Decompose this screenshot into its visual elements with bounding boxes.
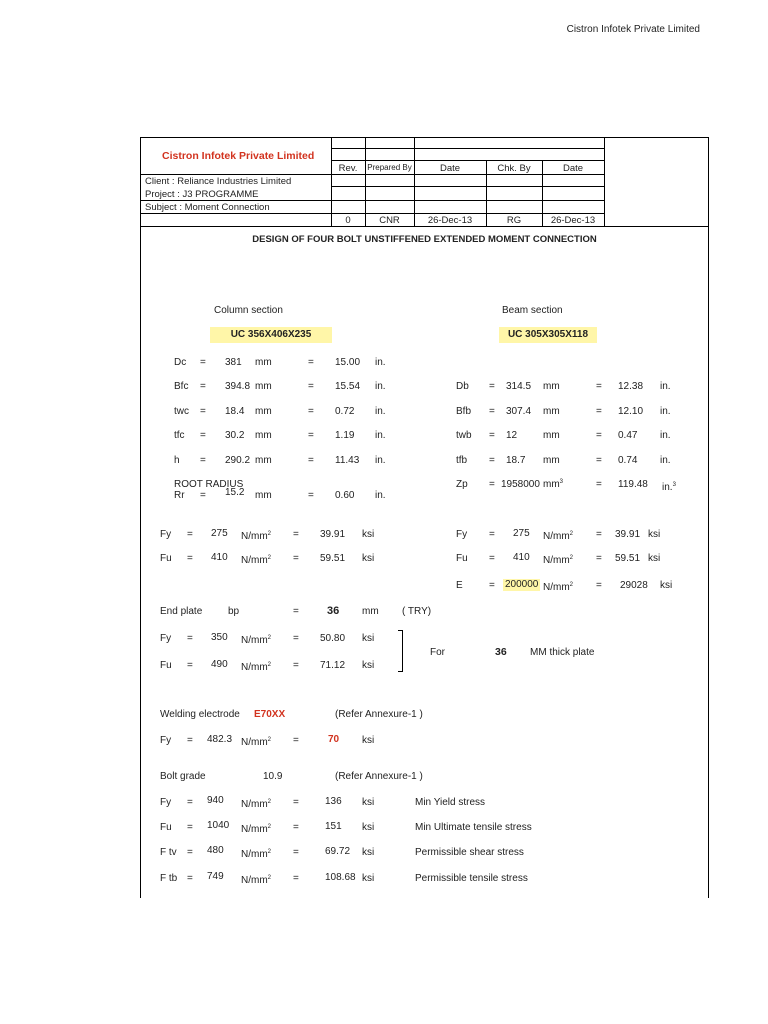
bolt-fu-unit: $N/mm^2$ xyxy=(241,824,272,835)
column-prop-dc-unit: mm xyxy=(255,357,272,368)
beam-prop-twb-symbol: twb xyxy=(456,430,472,441)
bolt-grade-label: Bolt grade xyxy=(160,771,206,782)
beam-prop-tfb-symbol: tfb xyxy=(456,455,468,466)
end-plate-symbol: bp xyxy=(228,606,240,617)
beam-prop-bfb-symbol: Bfb xyxy=(456,406,472,417)
bolt-f-tv-converted: 69.72 xyxy=(325,846,351,857)
column-mat-fy-symbol: Fy xyxy=(160,529,172,540)
column-prop-dc-eq2: = xyxy=(308,357,314,368)
bolt-fy-symbol: Fy xyxy=(160,797,172,808)
column-mat-fy-converted: 39.91 xyxy=(320,529,346,540)
column-mat-fu-symbol: Fu xyxy=(160,553,172,564)
bolt-f-tb-eq: = xyxy=(187,873,193,884)
beam-prop-zp-symbol: Zp xyxy=(456,479,468,490)
column-prop-dc-unit2: in. xyxy=(375,357,386,368)
column-mat-fu-unit: $N/mm^2$ xyxy=(241,555,272,566)
weld-fy-value: 482.3 xyxy=(207,734,233,745)
bolt-fu-eq2: = xyxy=(293,822,299,833)
column-mat-fu-unit2: ksi xyxy=(362,553,375,564)
column-prop-rr-eq: = xyxy=(200,490,206,501)
beam-mat-fy-unit2: ksi xyxy=(648,529,661,540)
column-prop-twc-unit: mm xyxy=(255,406,272,417)
col-prepared-by: Prepared By xyxy=(367,163,412,172)
welding-ref: (Refer Annexure-1 ) xyxy=(335,709,423,720)
column-prop-bfc-eq2: = xyxy=(308,381,314,392)
end-plate-fy-value: 350 xyxy=(211,632,228,643)
end-plate-fy-unit2: ksi xyxy=(362,633,375,644)
beam-prop-zp-converted: 119.48 xyxy=(618,479,648,490)
beam-prop-tfb-eq: = xyxy=(489,455,495,466)
beam-prop-db-symbol: Db xyxy=(456,381,469,392)
end-plate-fu-unit2: ksi xyxy=(362,660,375,671)
bolt-fy-unit: $N/mm^2$ xyxy=(241,799,272,810)
beam-section-label: Beam section xyxy=(502,305,563,316)
end-plate-for: For xyxy=(430,647,445,658)
column-prop-tfc-eq: = xyxy=(200,430,206,441)
beam-mat-fy-unit: $N/mm^2$ xyxy=(543,531,574,542)
header-block xyxy=(141,138,708,227)
column-section-label: Column section xyxy=(214,305,283,316)
end-plate-thickness: 36 xyxy=(327,605,340,617)
beam-mat-fu-unit2: ksi xyxy=(648,553,661,564)
beam-prop-db-unit: mm xyxy=(543,381,560,392)
beam-prop-zp-eq: = xyxy=(489,479,495,490)
beam-prop-db-eq2: = xyxy=(596,381,602,392)
beam-prop-zp-value: 1958000 xyxy=(501,479,540,490)
end-plate-fu-converted: 71.12 xyxy=(320,660,346,671)
column-prop-twc-unit2: in. xyxy=(375,406,386,417)
bolt-f-tb-converted: 108.68 xyxy=(325,872,356,883)
end-plate-fy-unit: $N/mm^2$ xyxy=(241,635,272,646)
weld-fy-converted: 70 xyxy=(328,734,340,745)
beam-mat-e-unit: $N/mm^2$ xyxy=(543,582,574,593)
client-line: Client : Reliance Industries Limited xyxy=(145,176,292,187)
beam-prop-zp-unit2: in.$^3$ xyxy=(662,482,676,493)
beam-prop-db-value: 314.5 xyxy=(506,381,532,392)
end-plate-label: End plate xyxy=(160,606,203,617)
weld-fy-symbol: Fy xyxy=(160,735,172,746)
welding-label: Welding electrode xyxy=(160,709,240,720)
column-prop-rr-value: 15.2 xyxy=(225,487,245,498)
beam-mat-fu-value: 410 xyxy=(513,552,530,563)
beam-prop-db-converted: 12.38 xyxy=(618,381,644,392)
col-chk-by: Chk. By xyxy=(497,163,531,174)
column-mat-fy-value: 275 xyxy=(211,528,228,539)
bolt-fy-converted: 136 xyxy=(325,796,342,807)
end-plate-try: ( TRY) xyxy=(402,606,432,617)
end-plate-fy-converted: 50.80 xyxy=(320,633,346,644)
column-prop-rr-eq2: = xyxy=(308,490,314,501)
column-prop-bfc-converted: 15.54 xyxy=(335,381,361,392)
beam-prop-tfb-unit: mm xyxy=(543,455,560,466)
weld-fy-eq2: = xyxy=(293,735,299,746)
column-prop-dc-eq: = xyxy=(200,357,206,368)
column-prop-bfc-value: 394.8 xyxy=(225,381,251,392)
end-plate-fy-eq: = xyxy=(187,633,193,644)
beam-prop-twb-value: 12 xyxy=(506,430,518,441)
beam-mat-fu-converted: 59.51 xyxy=(615,553,641,564)
beam-prop-db-eq: = xyxy=(489,381,495,392)
column-mat-fy-unit2: ksi xyxy=(362,529,375,540)
beam-mat-e-unit2: ksi xyxy=(660,580,673,591)
column-prop-h-unit: mm xyxy=(255,455,272,466)
beam-mat-fu-symbol: Fu xyxy=(456,553,468,564)
bolt-f-tb-unit2: ksi xyxy=(362,873,375,884)
column-prop-twc-value: 18.4 xyxy=(225,406,245,417)
column-mat-fy-eq: = xyxy=(187,529,193,540)
beam-prop-tfb-eq2: = xyxy=(596,455,602,466)
column-prop-dc-value: 381 xyxy=(225,357,242,368)
beam-prop-tfb-converted: 0.74 xyxy=(618,455,638,466)
bolt-f-tv-value: 480 xyxy=(207,845,224,856)
column-prop-tfc-unit2: in. xyxy=(375,430,386,441)
end-plate-fu-unit: $N/mm^2$ xyxy=(241,662,272,673)
column-prop-h-symbol: h xyxy=(174,455,180,466)
column-prop-bfc-eq: = xyxy=(200,381,206,392)
rev-value: 0 xyxy=(345,215,351,226)
column-prop-tfc-unit: mm xyxy=(255,430,272,441)
bolt-f-tv-eq: = xyxy=(187,847,193,858)
end-plate-for-label: MM thick plate xyxy=(530,647,595,658)
end-plate-eq: = xyxy=(293,606,299,617)
column-prop-rr-unit2: in. xyxy=(375,490,386,501)
beam-mat-fy-converted: 39.91 xyxy=(615,529,641,540)
col-date2: Date xyxy=(562,163,584,174)
date-value: 26-Dec-13 xyxy=(427,215,473,226)
column-prop-dc-converted: 15.00 xyxy=(335,357,361,368)
end-plate-fy-symbol: Fy xyxy=(160,633,172,644)
bolt-fy-eq: = xyxy=(187,797,193,808)
chk-by-value: RG xyxy=(506,215,522,226)
page-header: Cistron Infotek Private Limited xyxy=(566,24,700,35)
bolt-fu-unit2: ksi xyxy=(362,822,375,833)
column-prop-tfc-eq2: = xyxy=(308,430,314,441)
weld-fy-unit2: ksi xyxy=(362,735,375,746)
column-mat-fy-unit: $N/mm^2$ xyxy=(241,531,272,542)
bolt-grade: 10.9 xyxy=(263,771,283,782)
column-prop-rr-converted: 0.60 xyxy=(335,490,355,501)
bolt-fu-converted: 151 xyxy=(325,821,342,832)
beam-mat-fu-eq: = xyxy=(489,553,495,564)
col-rev: Rev. xyxy=(338,163,358,174)
bolt-fy-eq2: = xyxy=(293,797,299,808)
column-prop-tfc-symbol: tfc xyxy=(174,430,185,441)
end-plate-unit: mm xyxy=(362,606,379,617)
bolt-f-tv-description: Permissible shear stress xyxy=(415,847,524,858)
beam-mat-fy-symbol: Fy xyxy=(456,529,468,540)
beam-prop-db-unit2: in. xyxy=(660,381,671,392)
end-plate-fy-eq2: = xyxy=(293,633,299,644)
beam-prop-zp-unit: $mm^3$ xyxy=(543,479,564,490)
bolt-fu-symbol: Fu xyxy=(160,822,172,833)
prepared-by-value: CNR xyxy=(379,215,400,226)
bolt-fy-value: 940 xyxy=(207,795,224,806)
beam-prop-bfb-value: 307.4 xyxy=(506,406,532,417)
beam-section-designation: UC 305X305X118 xyxy=(499,327,597,343)
column-section-designation: UC 356X406X235 xyxy=(210,327,332,343)
beam-prop-zp-eq2: = xyxy=(596,479,602,490)
bolt-f-tb-eq2: = xyxy=(293,873,299,884)
bolt-fu-value: 1040 xyxy=(207,820,230,831)
column-mat-fu-value: 410 xyxy=(211,552,228,563)
column-prop-tfc-value: 30.2 xyxy=(225,430,245,441)
column-prop-bfc-unit: mm xyxy=(255,381,272,392)
bolt-f-tb-description: Permissible tensile stress xyxy=(415,873,528,884)
welding-grade: E70XX xyxy=(254,709,286,720)
bolt-fu-description: Min Ultimate tensile stress xyxy=(415,822,532,833)
bolt-f-tb-value: 749 xyxy=(207,871,224,882)
column-prop-h-unit2: in. xyxy=(375,455,386,466)
date2-value: 26-Dec-13 xyxy=(550,215,596,226)
beam-mat-fu-unit: $N/mm^2$ xyxy=(543,555,574,566)
column-mat-fu-converted: 59.51 xyxy=(320,553,346,564)
beam-mat-e-eq: = xyxy=(489,580,495,591)
beam-prop-twb-converted: 0.47 xyxy=(618,430,638,441)
beam-mat-e-value: 200000 xyxy=(505,579,539,590)
beam-prop-bfb-converted: 12.10 xyxy=(618,406,644,417)
weld-fy-eq: = xyxy=(187,735,193,746)
beam-prop-bfb-unit2: in. xyxy=(660,406,671,417)
bolt-fu-eq: = xyxy=(187,822,193,833)
column-prop-twc-converted: 0.72 xyxy=(335,406,355,417)
bolt-f-tv-symbol: F tv xyxy=(160,847,177,858)
beam-prop-twb-eq: = xyxy=(489,430,495,441)
column-prop-h-eq2: = xyxy=(308,455,314,466)
column-prop-twc-eq: = xyxy=(200,406,206,417)
bolt-fy-unit2: ksi xyxy=(362,797,375,808)
end-plate-for-thk: 36 xyxy=(495,646,507,658)
beam-mat-e-eq2: = xyxy=(596,580,602,591)
bolt-f-tv-unit2: ksi xyxy=(362,847,375,858)
beam-mat-fu-eq2: = xyxy=(596,553,602,564)
column-prop-rr-unit: mm xyxy=(255,490,272,501)
beam-prop-twb-unit: mm xyxy=(543,430,560,441)
column-prop-bfc-unit2: in. xyxy=(375,381,386,392)
column-prop-twc-symbol: twc xyxy=(174,406,189,417)
end-plate-bracket xyxy=(398,630,403,672)
end-plate-fu-symbol: Fu xyxy=(160,660,172,671)
root-radius-label: ROOT RADIUS xyxy=(174,479,244,490)
col-date: Date xyxy=(439,163,461,174)
bolt-f-tb-unit: $N/mm^2$ xyxy=(241,875,272,886)
project-line: Project : J3 PROGRAMME xyxy=(145,189,259,200)
beam-prop-tfb-unit2: in. xyxy=(660,455,671,466)
beam-prop-bfb-eq2: = xyxy=(596,406,602,417)
bolt-ref: (Refer Annexure-1 ) xyxy=(335,771,423,782)
calc-sheet xyxy=(140,137,709,898)
bolt-f-tv-eq2: = xyxy=(293,847,299,858)
column-prop-h-eq: = xyxy=(200,455,206,466)
column-prop-tfc-converted: 1.19 xyxy=(335,430,355,441)
beam-prop-bfb-unit: mm xyxy=(543,406,560,417)
beam-mat-fy-eq2: = xyxy=(596,529,602,540)
end-plate-fu-eq: = xyxy=(187,660,193,671)
beam-prop-twb-eq2: = xyxy=(596,430,602,441)
column-mat-fy-eq2: = xyxy=(293,529,299,540)
end-plate-fu-eq2: = xyxy=(293,660,299,671)
beam-mat-fy-value: 275 xyxy=(513,528,530,539)
beam-mat-fy-eq: = xyxy=(489,529,495,540)
column-mat-fu-eq: = xyxy=(187,553,193,564)
beam-prop-tfb-value: 18.7 xyxy=(506,455,526,466)
column-prop-bfc-symbol: Bfc xyxy=(174,381,189,392)
bolt-f-tv-unit: $N/mm^2$ xyxy=(241,849,272,860)
column-prop-dc-symbol: Dc xyxy=(174,357,187,368)
beam-mat-e-converted: 29028 xyxy=(620,580,648,591)
end-plate-fu-value: 490 xyxy=(211,659,228,670)
column-mat-fu-eq2: = xyxy=(293,553,299,564)
weld-fy-unit: $N/mm^2$ xyxy=(241,737,272,748)
sheet-title: DESIGN OF FOUR BOLT UNSTIFFENED EXTENDED MOMENT CONNECTION xyxy=(252,234,597,245)
bolt-fy-description: Min Yield stress xyxy=(415,797,486,808)
bolt-f-tb-symbol: F tb xyxy=(160,873,178,884)
column-prop-h-converted: 11.43 xyxy=(335,455,360,466)
beam-prop-bfb-eq: = xyxy=(489,406,495,417)
column-prop-rr-symbol: Rr xyxy=(174,490,185,501)
column-prop-twc-eq2: = xyxy=(308,406,314,417)
column-prop-h-value: 290.2 xyxy=(225,455,251,466)
subject-line: Subject : Moment Connection xyxy=(145,202,270,213)
beam-prop-twb-unit2: in. xyxy=(660,430,671,441)
company-name: Cistron Infotek Private Limited xyxy=(162,150,315,162)
beam-mat-e-symbol: E xyxy=(456,580,463,591)
